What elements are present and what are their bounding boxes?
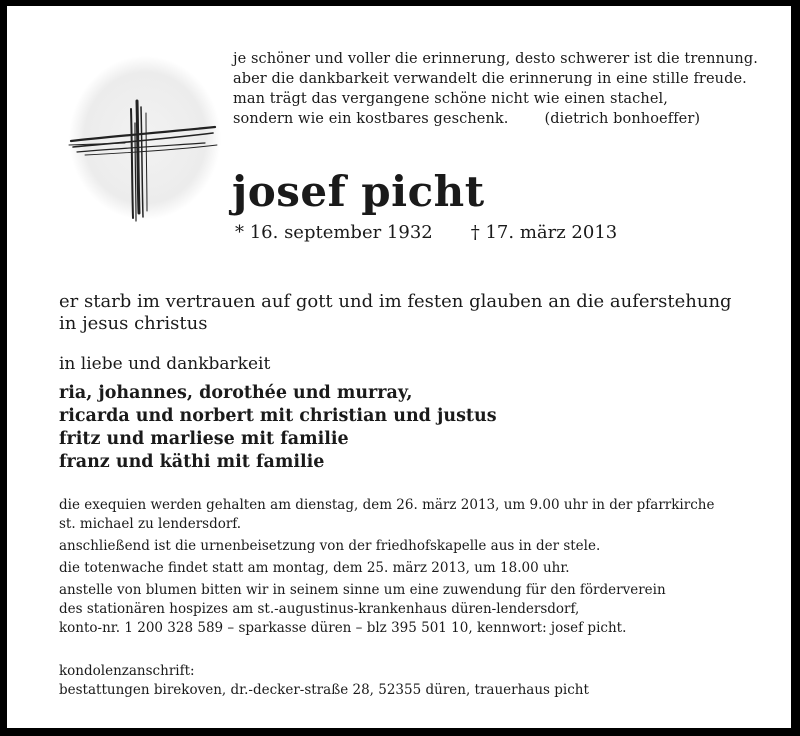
- exequien-line: st. michael zu lendersdorf.: [59, 516, 242, 532]
- faith-line: in jesus christus: [59, 313, 208, 334]
- wake-notice: die totenwache findet statt am montag, dem 25. märz 2013, um 18.00 uhr.: [59, 560, 570, 576]
- mourners-list: [59, 382, 497, 474]
- quote-line: aber die dankbarkeit verwandelt die erinnerung in eine stille freude.: [233, 71, 747, 87]
- quote-attribution: (dietrich bonhoeffer): [544, 111, 701, 127]
- quote-line: man trägt das vergangene schöne nicht wie einen stachel,: [233, 91, 668, 107]
- mourner-name: ricarda und norbert mit christian und justus: [59, 406, 497, 426]
- life-dates: [235, 221, 617, 245]
- faith-line: er starb im vertrauen auf gott und im festen glauben an die auferstehung: [59, 291, 732, 312]
- death-date: † 17. märz 2013: [470, 222, 618, 243]
- mourner-name: fritz und marliese mit familie: [59, 429, 349, 449]
- cross-icon: [65, 53, 225, 223]
- donation-line: anstelle von blumen bitten wir in seinem sinne um eine zuwendung für den förderverein: [59, 582, 666, 598]
- mourner-name: ria, johannes, dorothée und murray,: [59, 383, 413, 403]
- quote-line: je schöner und voller die erinnerung, desto schwerer ist die trennung.: [233, 51, 758, 67]
- cross-emblem: [65, 53, 225, 223]
- obituary-card: [7, 6, 791, 728]
- burial-notice: anschließend ist die urnenbeisetzung von der friedhofskapelle aus in der stele.: [59, 538, 601, 554]
- deceased-name: josef picht: [232, 167, 485, 216]
- quote-line: sondern wie ein kostbares geschenk.: [233, 111, 509, 127]
- exequien-line: die exequien werden gehalten am dienstag, dem 26. märz 2013, um 9.00 uhr in der pfarrkirche: [59, 497, 715, 513]
- mourner-name: franz und käthi mit familie: [59, 452, 325, 472]
- birth-date: * 16. september 1932: [235, 222, 433, 243]
- service-notices: [59, 496, 779, 638]
- condolence-address: [59, 662, 589, 700]
- donation-line: des stationären hospizes am st.-augustinus-krankenhaus düren-lendersdorf,: [59, 601, 580, 617]
- condolence-label: kondolenzanschrift:: [59, 663, 195, 679]
- bonhoeffer-quote: [233, 49, 793, 129]
- mourners-intro: in liebe und dankbarkeit: [59, 354, 271, 374]
- donation-line: konto-nr. 1 200 328 589 – sparkasse düren – blz 395 501 10, kennwort: josef picht.: [59, 620, 627, 636]
- condolence-address-text: bestattungen birekoven, dr.-decker-straße 28, 52355 düren, trauerhaus picht: [59, 682, 589, 698]
- faith-statement: [59, 291, 779, 335]
